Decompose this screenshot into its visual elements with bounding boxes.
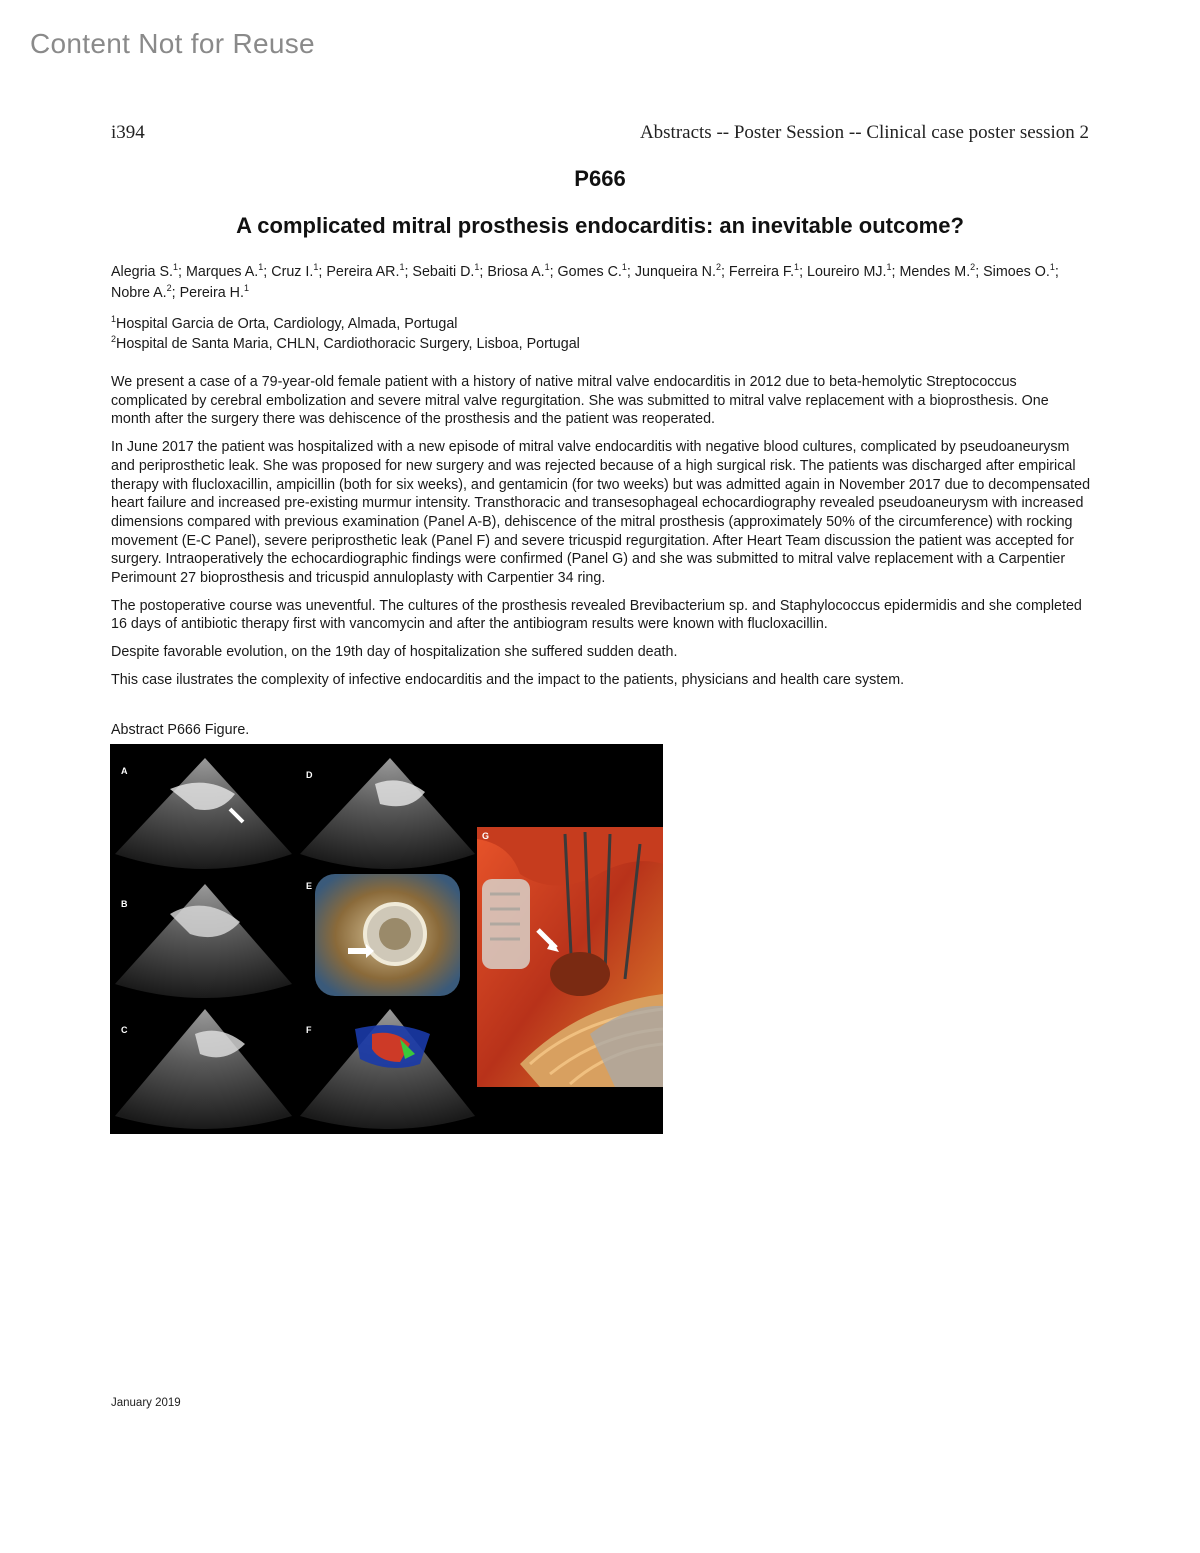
affiliation-list: [111, 314, 1091, 354]
author: Cruz I.$^1$: [271, 262, 319, 280]
affiliation: $^2$Hospital de Santa Maria, CHLN, Cardiothoracic Surgery, Lisboa, Portugal: [111, 334, 580, 352]
watermark: Content Not for Reuse: [30, 28, 315, 59]
abstract-id: P666: [574, 166, 626, 191]
section-title: Abstracts -- Poster Session -- Clinical case poster session 2: [639, 122, 1089, 143]
panel-label: B: [121, 899, 128, 909]
author: Simoes O.$^1$: [983, 262, 1055, 280]
panel-label: C: [121, 1025, 128, 1035]
paragraph: We present a case of a 79-year-old female patient with a history of native mitral valve endocarditis in 2012 due to beta-hemolytic Streptococcus complicated by cerebral embolization and severe mitral valve regurgitation. She was submitted to mitral valve replacement with a bioprosthesis. One month after the surgery there was dehiscence of the prosthesis and the patient was reoperated.: [111, 374, 1049, 428]
page-number: i394: [111, 122, 145, 143]
author: Nobre A.$^2$: [111, 283, 172, 301]
panel-label: G: [482, 831, 490, 841]
panel-e: [306, 874, 460, 996]
author: Mendes M.$^2$: [899, 262, 976, 280]
panel-label: A: [121, 766, 128, 776]
author: Pereira AR.$^1$: [326, 262, 405, 280]
panel-g: [477, 827, 663, 1087]
footer-date: January 2019: [111, 1397, 181, 1409]
panel-label: E: [306, 881, 313, 891]
running-header: [111, 122, 1089, 144]
author: Alegria S.$^1$: [111, 262, 178, 280]
author: Sebaiti D.$^1$: [412, 262, 480, 280]
abstract-title: A complicated mitral prosthesis endocarditis: an inevitable outcome?: [236, 213, 964, 238]
figure-image: [110, 744, 663, 1134]
author: Gomes C.$^1$: [557, 262, 627, 280]
paragraph: This case ilustrates the complexity of infective endocarditis and the impact to the patients, physicians and health care system.: [111, 671, 905, 688]
abstract-body: [111, 373, 1091, 699]
author: Briosa A.$^1$: [487, 262, 550, 280]
paragraph: The postoperative course was uneventful. The cultures of the prosthesis revealed Brevibacterium sp. and Staphylococcus epidermidis and she completed 16 days of antibiotic therapy first with vancomycin and after the antibiogram results were known with flucloxacillin.: [111, 597, 1082, 633]
abstract-figure: [110, 744, 663, 1134]
author: Ferreira F.$^1$: [728, 262, 800, 280]
author: Loureiro MJ.$^1$: [807, 262, 892, 280]
author: Marques A.$^1$: [185, 262, 264, 280]
author-list: Alegria S.$^1$; Marques A.$^1$; Cruz I.$^1$; Pereira AR.$^1$; Sebaiti D.$^1$; Briosa A.$^1$; Gomes C.$^1$; Junqueira N.$^2$; Ferreira F.$^1$; Loureiro MJ.$^1$; Mendes M.$^2$; Simoes O.$^1$; Nobre A.$^2$; Pereira H.$^1$: [111, 262, 1059, 301]
figure-caption: Abstract P666 Figure.: [111, 722, 250, 738]
affiliation: $^1$Hospital Garcia de Orta, Cardiology, Almada, Portugal: [111, 314, 458, 332]
paragraph: Despite favorable evolution, on the 19th day of hospitalization she suffered sudden death.: [111, 644, 678, 661]
panel-label: D: [306, 770, 313, 780]
author: Pereira H.$^1$: [179, 283, 249, 301]
paragraph: In June 2017 the patient was hospitalized with a new episode of mitral valve endocarditis with negative blood cultures, complicated by pseudoaneurysm and periprosthetic leak. She was proposed for new surgery and was rejected because of a high surgical risk. The patients was discharged after empirical therapy with flucloxacillin, ampicillin (both for six weeks), and gentamicin (for two weeks) but was admitted again in November 2017 due to decompensated heart failure and increased pre-existing murmur intensity. Transthoracic and transesophageal echocardiography revealed pseudoaneurysm with increased dimensions compared with previous examination (Panel A-B), dehiscence of the mitral prosthesis (approximately 50% of the circumference) with rocking movement (E-C Panel), severe periprosthetic leak (Panel F) and severe tricuspid regurgitation. After Heart Team discussion the patient was accepted for surgery. Intraoperatively the echocardiographic findings were confirmed (Panel G) and she was submitted to mitral valve replacement with a Carpentier Perimount 27 bioprosthesis and tricuspid annuloplasty with Carpentier 34 ring.: [111, 439, 1091, 587]
panel-label: F: [306, 1025, 312, 1035]
author: Junqueira N.$^2$: [634, 262, 721, 280]
